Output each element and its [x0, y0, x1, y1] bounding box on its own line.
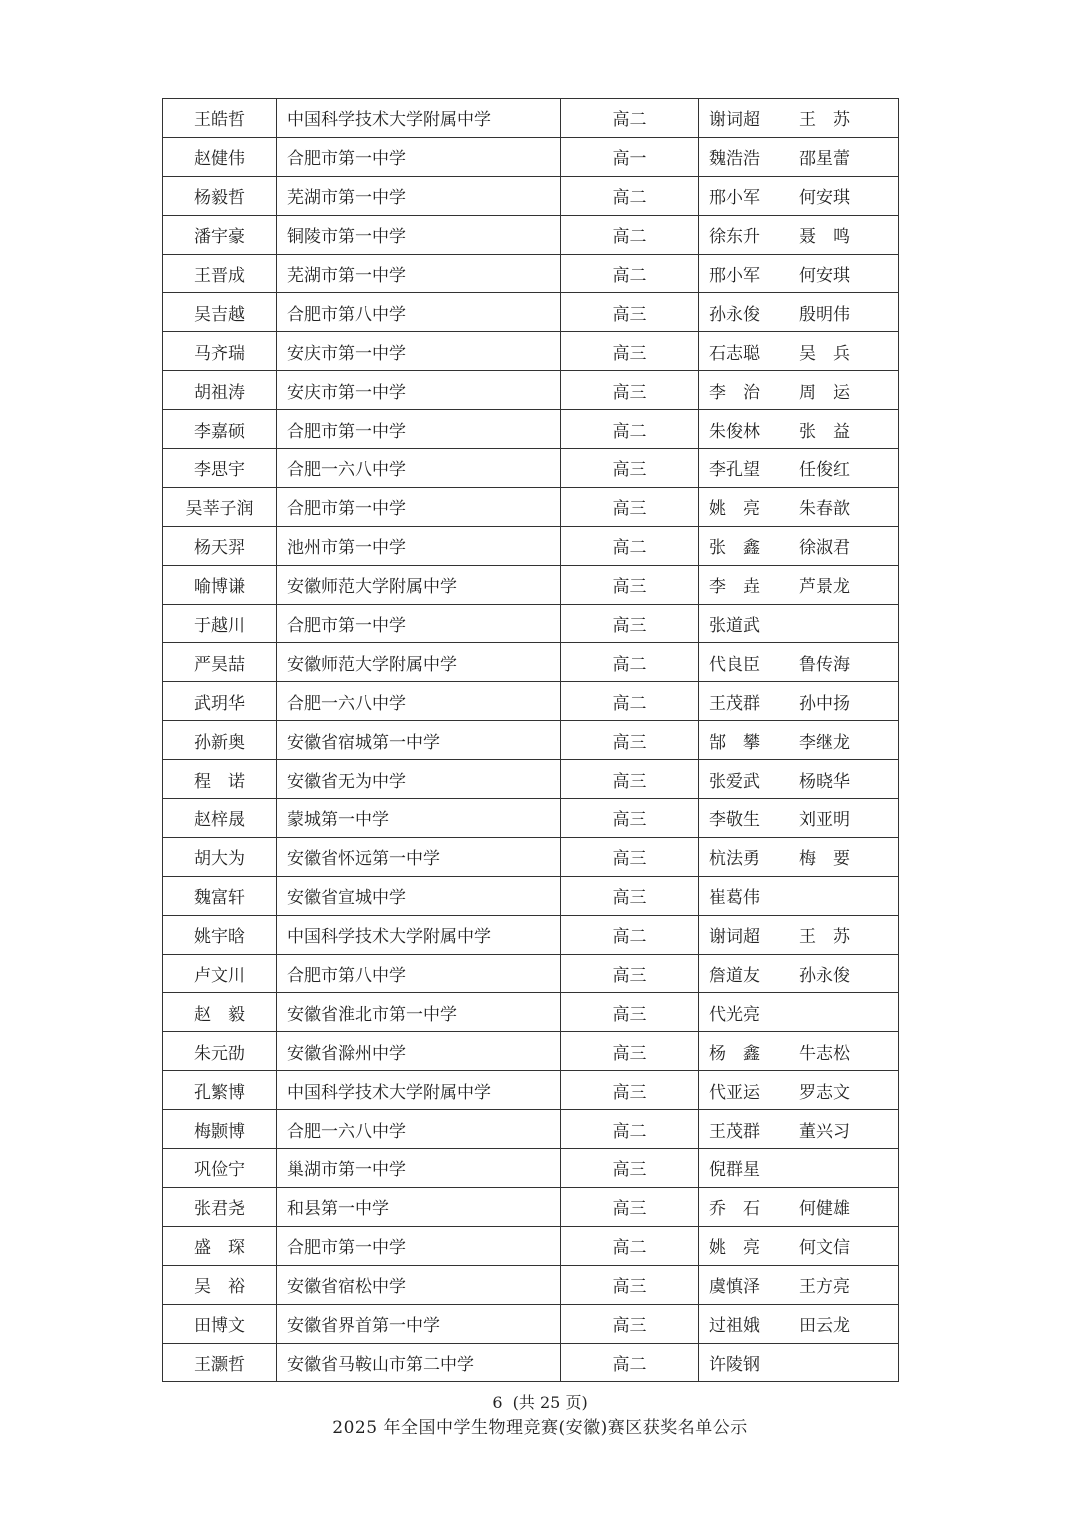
table-row — [163, 1226, 899, 1265]
school-name: 安徽师范大学附属中学 — [277, 643, 561, 682]
student-name: 马齐瑞 — [163, 332, 277, 371]
grade: 高三 — [561, 721, 699, 760]
coach-secondary: 梅 要 — [799, 849, 850, 870]
school-name: 合肥市第一中学 — [277, 1226, 561, 1265]
coach-primary: 杨 鑫 — [709, 1043, 760, 1064]
table-row — [163, 1032, 899, 1071]
school-name: 中国科学技术大学附属中学 — [277, 99, 561, 138]
school-name: 中国科学技术大学附属中学 — [277, 1071, 561, 1110]
coach-secondary: 鲁传海 — [799, 654, 850, 675]
coach-primary: 代光亮 — [709, 1004, 760, 1025]
school-name: 安徽省滁州中学 — [277, 1032, 561, 1071]
table-row — [163, 643, 899, 682]
coach-secondary: 周 运 — [799, 382, 850, 403]
table-row — [163, 1071, 899, 1110]
coach-primary: 魏浩浩 — [709, 149, 760, 170]
table-row — [163, 760, 899, 799]
coach-primary: 李 垚 — [709, 577, 760, 598]
coach-secondary: 孙永俊 — [799, 966, 850, 987]
coach-secondary: 何安琪 — [799, 188, 850, 209]
student-name: 杨天羿 — [163, 526, 277, 565]
table-row — [163, 99, 899, 138]
coach-cell — [699, 760, 899, 799]
coach-primary: 崔葛伟 — [709, 888, 760, 909]
coach-primary: 姚 亮 — [709, 499, 760, 520]
school-name: 安徽省怀远第一中学 — [277, 837, 561, 876]
table-row — [163, 371, 899, 410]
coach-cell — [699, 254, 899, 293]
table-row — [163, 1304, 899, 1343]
coach-secondary: 何健雄 — [799, 1199, 850, 1220]
school-name: 合肥市第八中学 — [277, 954, 561, 993]
grade: 高二 — [561, 915, 699, 954]
grade: 高二 — [561, 176, 699, 215]
coach-cell — [699, 449, 899, 488]
grade: 高三 — [561, 1187, 699, 1226]
coach-primary: 乔 石 — [709, 1199, 760, 1220]
school-name: 安徽师范大学附属中学 — [277, 565, 561, 604]
coach-secondary: 邵星蕾 — [799, 149, 850, 170]
grade: 高三 — [561, 954, 699, 993]
coach-cell — [699, 799, 899, 838]
coach-cell — [699, 1149, 899, 1188]
student-name: 李思宇 — [163, 449, 277, 488]
table-row — [163, 215, 899, 254]
coach-primary: 李 治 — [709, 382, 760, 403]
student-name: 吴 裕 — [163, 1265, 277, 1304]
school-name: 铜陵市第一中学 — [277, 215, 561, 254]
coach-primary: 詹道友 — [709, 966, 760, 987]
table-row — [163, 837, 899, 876]
table-row — [163, 799, 899, 838]
table-row — [163, 915, 899, 954]
school-name: 合肥一六八中学 — [277, 449, 561, 488]
grade: 高二 — [561, 1226, 699, 1265]
coach-secondary: 吴 兵 — [799, 343, 850, 364]
coach-cell — [699, 721, 899, 760]
student-name: 田博文 — [163, 1304, 277, 1343]
school-name: 池州市第一中学 — [277, 526, 561, 565]
coach-primary: 王茂群 — [709, 1121, 760, 1142]
coach-secondary: 芦景龙 — [799, 577, 850, 598]
table-row — [163, 1343, 899, 1382]
student-name: 王皓哲 — [163, 99, 277, 138]
grade: 高三 — [561, 487, 699, 526]
coach-cell — [699, 1071, 899, 1110]
coach-cell — [699, 176, 899, 215]
coach-cell — [699, 526, 899, 565]
grade: 高三 — [561, 371, 699, 410]
coach-secondary: 王 苏 — [799, 927, 850, 948]
table-row — [163, 254, 899, 293]
grade: 高三 — [561, 565, 699, 604]
coach-primary: 李孔望 — [709, 460, 760, 481]
coach-secondary: 田云龙 — [799, 1316, 850, 1337]
student-name: 巩俭宁 — [163, 1149, 277, 1188]
table-row — [163, 332, 899, 371]
student-name: 严昊喆 — [163, 643, 277, 682]
school-name: 安徽省界首第一中学 — [277, 1304, 561, 1343]
grade: 高三 — [561, 799, 699, 838]
grade: 高三 — [561, 332, 699, 371]
student-name: 王灏哲 — [163, 1343, 277, 1382]
student-name: 李嘉硕 — [163, 410, 277, 449]
coach-primary: 代良臣 — [709, 654, 760, 675]
student-name: 姚宇晗 — [163, 915, 277, 954]
grade: 高三 — [561, 1304, 699, 1343]
coach-cell — [699, 915, 899, 954]
school-name: 安庆市第一中学 — [277, 371, 561, 410]
school-name: 安徽省宿松中学 — [277, 1265, 561, 1304]
coach-cell — [699, 1226, 899, 1265]
student-name: 潘宇豪 — [163, 215, 277, 254]
coach-cell — [699, 1032, 899, 1071]
coach-primary: 虞慎泽 — [709, 1277, 760, 1298]
coach-cell — [699, 371, 899, 410]
coach-secondary: 何安琪 — [799, 266, 850, 286]
table-row — [163, 565, 899, 604]
student-name: 吴莘子润 — [163, 487, 277, 526]
school-name: 安庆市第一中学 — [277, 332, 561, 371]
coach-primary: 郜 攀 — [709, 732, 760, 753]
table-row — [163, 1187, 899, 1226]
award-list-sheet — [162, 98, 898, 1382]
school-name: 蒙城第一中学 — [277, 799, 561, 838]
coach-primary: 杭法勇 — [709, 849, 760, 870]
coach-cell — [699, 643, 899, 682]
page-number: 6 (共 25 页) — [492, 1393, 588, 1412]
coach-cell — [699, 137, 899, 176]
table-row — [163, 293, 899, 332]
table-row — [163, 604, 899, 643]
coach-cell — [699, 487, 899, 526]
table-row — [163, 526, 899, 565]
grade: 高三 — [561, 293, 699, 332]
coach-secondary: 杨晓华 — [799, 771, 850, 792]
grade: 高三 — [561, 760, 699, 799]
grade: 高三 — [561, 1149, 699, 1188]
coach-secondary: 徐淑君 — [799, 538, 850, 559]
grade: 高二 — [561, 215, 699, 254]
coach-secondary: 朱春歆 — [799, 499, 850, 520]
coach-primary: 徐东升 — [709, 227, 760, 248]
student-name: 王晋成 — [163, 254, 277, 293]
coach-primary: 石志聪 — [709, 343, 760, 364]
coach-cell — [699, 1110, 899, 1149]
grade: 高一 — [561, 137, 699, 176]
grade: 高三 — [561, 1032, 699, 1071]
table-row — [163, 449, 899, 488]
school-name: 安徽省马鞍山市第二中学 — [277, 1343, 561, 1382]
table-row — [163, 137, 899, 176]
school-name: 合肥一六八中学 — [277, 1110, 561, 1149]
student-name: 吴吉越 — [163, 293, 277, 332]
student-name: 梅颢博 — [163, 1110, 277, 1149]
student-name: 喻博谦 — [163, 565, 277, 604]
coach-cell — [699, 565, 899, 604]
student-name: 赵梓晟 — [163, 799, 277, 838]
coach-primary: 谢词超 — [709, 110, 760, 131]
coach-secondary: 聂 鸣 — [799, 227, 850, 248]
coach-cell — [699, 1265, 899, 1304]
student-name: 赵 毅 — [163, 993, 277, 1032]
grade: 高二 — [561, 1110, 699, 1149]
coach-secondary: 王方亮 — [799, 1277, 850, 1298]
coach-secondary: 刘亚明 — [799, 810, 850, 831]
school-name: 芜湖市第一中学 — [277, 254, 561, 293]
coach-primary: 朱俊林 — [709, 421, 760, 442]
grade: 高三 — [561, 604, 699, 643]
school-name: 合肥市第一中学 — [277, 604, 561, 643]
school-name: 安徽省宣城中学 — [277, 876, 561, 915]
coach-primary: 张 鑫 — [709, 538, 760, 559]
school-name: 合肥市第一中学 — [277, 410, 561, 449]
coach-cell — [699, 410, 899, 449]
grade: 高二 — [561, 99, 699, 138]
document-title: 2025 年全国中学生物理竞赛(安徽)赛区获奖名单公示 — [332, 1418, 748, 1438]
student-name: 程 诺 — [163, 760, 277, 799]
coach-secondary: 孙中扬 — [799, 693, 850, 714]
coach-cell — [699, 1343, 899, 1382]
grade: 高三 — [561, 1265, 699, 1304]
school-name: 和县第一中学 — [277, 1187, 561, 1226]
student-name: 张君尧 — [163, 1187, 277, 1226]
table-row — [163, 1110, 899, 1149]
student-name: 赵健伟 — [163, 137, 277, 176]
award-table — [162, 98, 899, 1382]
grade: 高二 — [561, 410, 699, 449]
coach-secondary: 牛志松 — [799, 1043, 850, 1064]
table-row — [163, 954, 899, 993]
coach-cell — [699, 682, 899, 721]
coach-primary: 王茂群 — [709, 693, 760, 714]
coach-primary: 李敬生 — [709, 810, 760, 831]
school-name: 安徽省宿城第一中学 — [277, 721, 561, 760]
student-name: 魏富轩 — [163, 876, 277, 915]
student-name: 孔繁博 — [163, 1071, 277, 1110]
coach-secondary: 何文信 — [799, 1238, 850, 1259]
coach-secondary: 董兴习 — [799, 1121, 850, 1142]
grade: 高三 — [561, 449, 699, 488]
student-name: 胡祖涛 — [163, 371, 277, 410]
school-name: 安徽省淮北市第一中学 — [277, 993, 561, 1032]
grade: 高三 — [561, 993, 699, 1032]
coach-cell — [699, 215, 899, 254]
coach-secondary: 殷明伟 — [799, 304, 850, 325]
coach-primary: 邢小军 — [709, 188, 760, 209]
coach-cell — [699, 99, 899, 138]
school-name: 安徽省无为中学 — [277, 760, 561, 799]
grade: 高二 — [561, 254, 699, 293]
coach-cell — [699, 954, 899, 993]
table-row — [163, 876, 899, 915]
coach-secondary: 任俊红 — [799, 460, 850, 481]
coach-primary: 姚 亮 — [709, 1238, 760, 1259]
grade: 高二 — [561, 1343, 699, 1382]
table-row — [163, 682, 899, 721]
student-name: 于越川 — [163, 604, 277, 643]
coach-cell — [699, 1304, 899, 1343]
coach-cell — [699, 837, 899, 876]
table-row — [163, 410, 899, 449]
school-name: 合肥市第一中学 — [277, 137, 561, 176]
coach-primary: 孙永俊 — [709, 304, 760, 325]
coach-primary: 谢词超 — [709, 927, 760, 948]
school-name: 合肥一六八中学 — [277, 682, 561, 721]
student-name: 卢文川 — [163, 954, 277, 993]
coach-cell — [699, 876, 899, 915]
coach-secondary: 罗志文 — [799, 1082, 850, 1103]
school-name: 中国科学技术大学附属中学 — [277, 915, 561, 954]
coach-cell — [699, 1187, 899, 1226]
table-row — [163, 176, 899, 215]
table-row — [163, 721, 899, 760]
coach-secondary: 王 苏 — [799, 110, 850, 131]
table-row — [163, 1265, 899, 1304]
coach-cell — [699, 332, 899, 371]
student-name: 胡大为 — [163, 837, 277, 876]
grade: 高二 — [561, 643, 699, 682]
school-name: 芜湖市第一中学 — [277, 176, 561, 215]
coach-cell — [699, 604, 899, 643]
school-name: 合肥市第一中学 — [277, 487, 561, 526]
school-name: 合肥市第八中学 — [277, 293, 561, 332]
student-name: 孙新奥 — [163, 721, 277, 760]
coach-primary: 张爱武 — [709, 771, 760, 792]
grade: 高三 — [561, 1071, 699, 1110]
table-row — [163, 993, 899, 1032]
coach-primary: 邢小军 — [709, 266, 760, 286]
table-row — [163, 1149, 899, 1188]
student-name: 武玥华 — [163, 682, 277, 721]
grade: 高三 — [561, 837, 699, 876]
coach-cell — [699, 993, 899, 1032]
coach-primary: 代亚运 — [709, 1082, 760, 1103]
coach-secondary: 张 益 — [799, 421, 850, 442]
grade: 高二 — [561, 526, 699, 565]
student-name: 盛 琛 — [163, 1226, 277, 1265]
table-row — [163, 487, 899, 526]
coach-primary: 张道武 — [709, 616, 760, 637]
coach-secondary: 李继龙 — [799, 732, 850, 753]
grade: 高三 — [561, 876, 699, 915]
grade: 高二 — [561, 682, 699, 721]
coach-primary: 过祖娥 — [709, 1316, 760, 1337]
student-name: 杨毅哲 — [163, 176, 277, 215]
award-table-body — [163, 99, 899, 1382]
coach-primary: 许陵钢 — [709, 1354, 760, 1375]
student-name: 朱元劭 — [163, 1032, 277, 1071]
school-name: 巢湖市第一中学 — [277, 1149, 561, 1188]
coach-primary: 倪群星 — [709, 1160, 760, 1181]
coach-cell — [699, 293, 899, 332]
